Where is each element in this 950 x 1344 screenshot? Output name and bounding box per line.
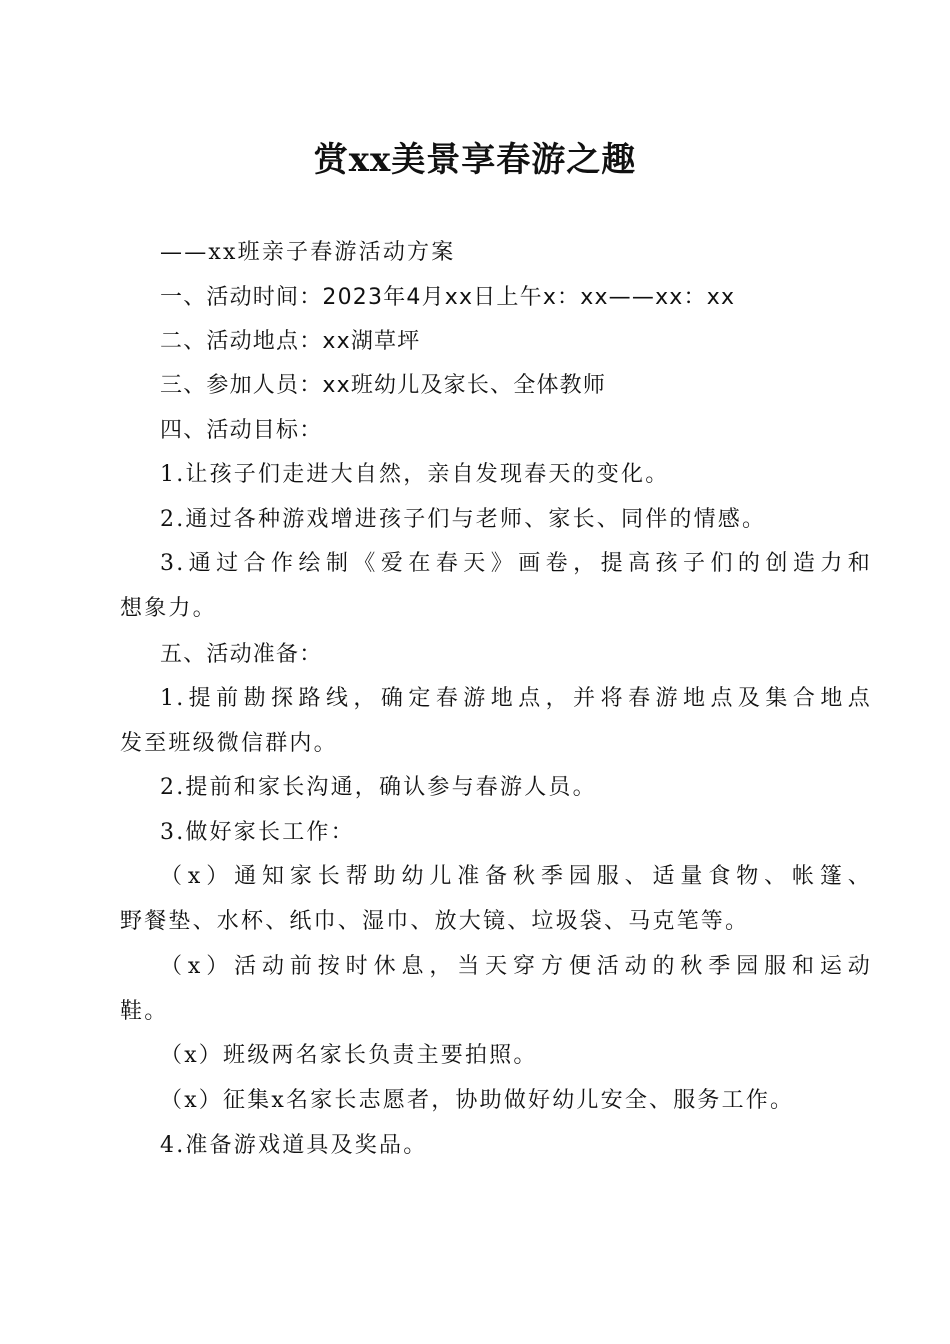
prep-subitem-d: （x）征集x名家长志愿者，协助做好幼儿安全、服务工作。 (160, 1088, 795, 1113)
goal-item-3-line-1: 3.通过合作绘制《爱在春天》画卷，提高孩子们的创造力和 (160, 551, 872, 576)
section-place: 二、活动地点：xx湖草坪 (160, 329, 421, 354)
section-prep-heading: 五、活动准备： (160, 642, 323, 667)
prep-item-1-line-1: 1.提前勘探路线，确定春游地点，并将春游地点及集合地点 (160, 686, 872, 711)
prep-subitem-a-line-2: 野餐垫、水杯、纸巾、湿巾、放大镜、垃圾袋、马克笔等。 (120, 909, 750, 934)
prep-item-2: 2.提前和家长沟通，确认参与春游人员。 (160, 775, 597, 800)
prep-subitem-c: （x）班级两名家长负责主要拍照。 (160, 1043, 538, 1068)
goal-item-1: 1.让孩子们走进大自然，亲自发现春天的变化。 (160, 462, 670, 487)
prep-item-1-line-2: 发至班级微信群内。 (120, 731, 338, 756)
document-title: 赏xx美景享春游之趣 (313, 140, 637, 180)
prep-subitem-b-line-1: （x）活动前按时休息，当天穿方便活动的秋季园服和运动 (160, 954, 872, 979)
goal-item-2: 2.通过各种游戏增进孩子们与老师、家长、同伴的情感。 (160, 507, 767, 532)
prep-item-3: 3.做好家长工作： (160, 820, 355, 845)
prep-item-4: 4.准备游戏道具及奖品。 (160, 1133, 428, 1158)
prep-subitem-a-line-1: （x）通知家长帮助幼儿准备秋季园服、适量食物、帐篷、 (160, 864, 872, 889)
document-subtitle: ——xx班亲子春游活动方案 (160, 240, 456, 265)
section-time: 一、活动时间：2023年4月xx日上午x：xx——xx：xx (160, 285, 736, 310)
prep-subitem-b-line-2: 鞋。 (120, 999, 169, 1024)
goal-item-3-line-2: 想象力。 (120, 596, 217, 621)
section-goals-heading: 四、活动目标： (160, 418, 323, 443)
section-people: 三、参加人员：xx班幼儿及家长、全体教师 (160, 373, 607, 398)
